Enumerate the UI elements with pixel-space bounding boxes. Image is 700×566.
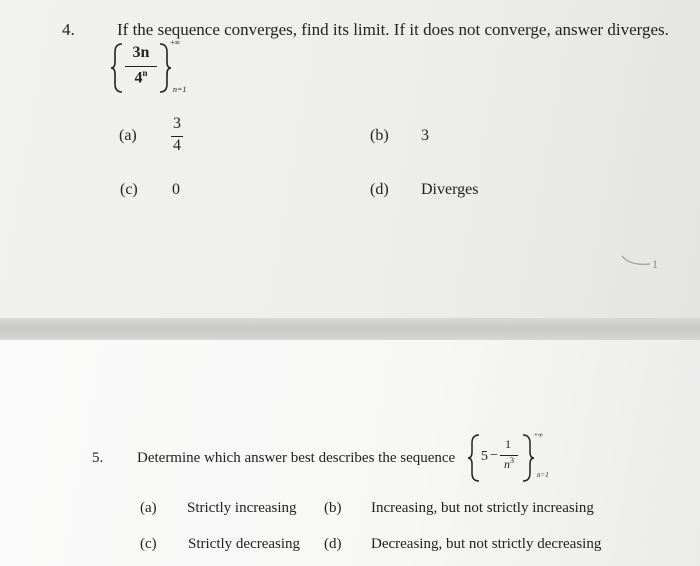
q5-prompt: Determine which answer best describes the sequence	[137, 450, 456, 466]
q4-choice-a-fraction[interactable]	[168, 115, 186, 159]
q4-choice-a-label[interactable]: (a)	[119, 127, 137, 144]
q5-seq-den-base: n	[504, 457, 510, 471]
q4-choice-b-text[interactable]: 3	[421, 127, 429, 144]
q5-sequence-formula	[467, 433, 557, 483]
q4-choice-a-numerator: 3	[173, 115, 181, 132]
q4-choice-d-text[interactable]: Diverges	[421, 181, 479, 198]
q5-seq-upper-limit: +∞	[534, 431, 543, 439]
q5-seq-den-exp: 3	[510, 456, 514, 465]
left-brace-icon	[110, 42, 124, 94]
margin-note: 1	[652, 257, 658, 271]
q4-number: 4.	[62, 20, 75, 39]
q4-choice-c-label[interactable]: (c)	[120, 181, 138, 198]
q4-seq-denominator	[124, 68, 158, 87]
q4-prompt: If the sequence converges, find its limit. If it does not converge, answer diverges.	[117, 20, 669, 39]
left-brace-icon	[467, 433, 481, 483]
q5-seq-denominator	[498, 456, 520, 472]
q5-seq-lower-limit: n=1	[537, 471, 549, 479]
q4-sequence-formula	[110, 38, 190, 94]
q4-seq-den-exp: n	[142, 68, 148, 78]
q5-choice-a-label[interactable]: (a)	[140, 500, 157, 516]
q5-number: 5.	[92, 450, 104, 466]
q4-choice-b-label[interactable]: (b)	[370, 127, 389, 144]
q5-choice-b-text[interactable]: Increasing, but not strictly increasing	[371, 500, 594, 516]
q5-choice-b-label[interactable]: (b)	[324, 500, 342, 516]
q4-choice-c-text[interactable]: 0	[172, 181, 180, 198]
q5-choice-c-text[interactable]: Strictly decreasing	[188, 536, 301, 552]
q5-choice-d-text[interactable]: Decreasing, but not strictly decreasing	[371, 536, 602, 552]
q5-choice-d-label[interactable]: (d)	[324, 536, 342, 552]
fraction-bar	[125, 66, 157, 67]
q5-seq-numerator: 1	[505, 437, 511, 451]
q5-choice-c-label[interactable]: (c)	[140, 536, 157, 552]
page-fold-shadow	[0, 318, 700, 340]
q4-choice-d-label[interactable]: (d)	[370, 181, 389, 198]
right-brace-icon	[158, 42, 172, 94]
q4-seq-den-base: 4	[134, 69, 143, 87]
q4-seq-upper-limit: +∞	[170, 38, 181, 47]
q4-choice-a-denominator: 4	[173, 137, 181, 154]
q4-seq-lower-limit: n=1	[173, 85, 187, 94]
q5-seq-minus: −	[490, 448, 498, 463]
right-brace-icon	[521, 433, 535, 483]
q4-seq-numerator: 3n	[132, 44, 150, 61]
q5-choice-a-text[interactable]: Strictly increasing	[187, 500, 297, 516]
q5-seq-lead: 5	[481, 449, 488, 464]
